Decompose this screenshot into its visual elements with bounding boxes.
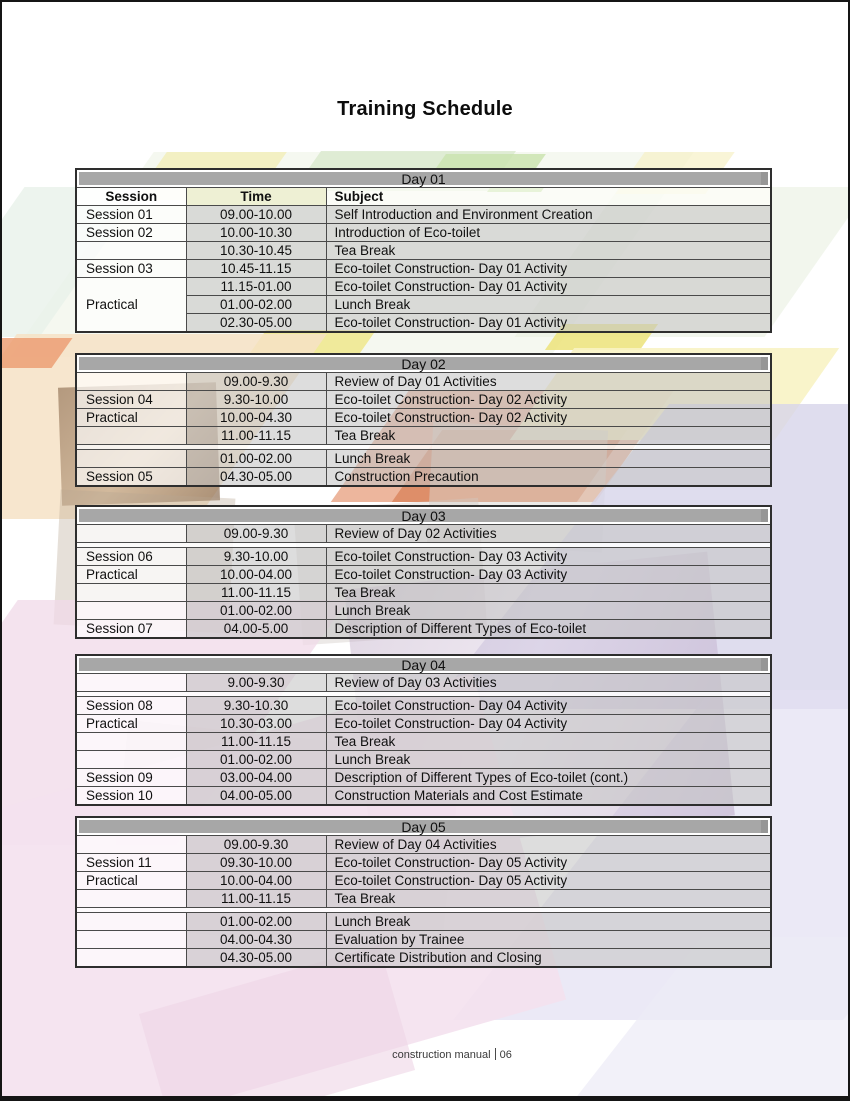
time-cell: 01.00-02.00: [186, 450, 326, 468]
day-title: Day 02: [76, 354, 771, 373]
session-cell: [76, 949, 186, 968]
table-row: [76, 278, 771, 296]
subject-cell: Eco-toilet Construction- Day 02 Activity: [326, 409, 771, 427]
session-cell: Session 03: [76, 260, 186, 278]
table-row: [76, 373, 771, 391]
time-cell: 09.00-10.00: [186, 206, 326, 224]
session-cell: Practical: [76, 278, 186, 333]
session-cell: Practical: [76, 566, 186, 584]
table-row: [76, 836, 771, 854]
session-cell: [76, 373, 186, 391]
time-cell: 10.30-03.00: [186, 715, 326, 733]
subject-cell: Lunch Break: [326, 602, 771, 620]
time-cell: 09.00-9.30: [186, 525, 326, 543]
subject-cell: Eco-toilet Construction- Day 05 Activity: [326, 872, 771, 890]
subject-cell: Lunch Break: [326, 450, 771, 468]
time-cell: 11.00-11.15: [186, 427, 326, 445]
subject-cell: Eco-toilet Construction- Day 02 Activity: [326, 391, 771, 409]
column-header-subject: Subject: [326, 188, 771, 206]
schedule-table-day-02: [75, 353, 772, 487]
subject-cell: Introduction of Eco-toilet: [326, 224, 771, 242]
subject-cell: Construction Materials and Cost Estimate: [326, 787, 771, 806]
subject-cell: Review of Day 04 Activities: [326, 836, 771, 854]
session-cell: Session 10: [76, 787, 186, 806]
session-cell: Session 07: [76, 620, 186, 639]
session-cell: [76, 525, 186, 543]
column-header-time: Time: [186, 188, 326, 206]
subject-cell: Lunch Break: [326, 751, 771, 769]
subject-cell: Description of Different Types of Eco-toilet: [326, 620, 771, 639]
table-row: [76, 242, 771, 260]
page-content: [2, 2, 848, 1096]
table-row: [76, 391, 771, 409]
table-row: [76, 206, 771, 224]
session-cell: [76, 836, 186, 854]
table-row: [76, 548, 771, 566]
time-cell: 01.00-02.00: [186, 913, 326, 931]
session-cell: [76, 674, 186, 692]
time-cell: 01.00-02.00: [186, 296, 326, 314]
footer-label: construction manual: [392, 1049, 491, 1061]
table-row: [76, 450, 771, 468]
table-row: [76, 260, 771, 278]
session-cell: [76, 931, 186, 949]
subject-cell: Review of Day 03 Activities: [326, 674, 771, 692]
table-row: [76, 751, 771, 769]
footer-divider-line: [495, 1048, 496, 1060]
subject-cell: Eco-toilet Construction- Day 03 Activity: [326, 548, 771, 566]
table-row: [76, 468, 771, 487]
session-cell: Session 04: [76, 391, 186, 409]
time-cell: 09.30-10.00: [186, 854, 326, 872]
table-row: [76, 566, 771, 584]
session-cell: Session 08: [76, 697, 186, 715]
table-row: [76, 913, 771, 931]
page-footer: [2, 1048, 848, 1061]
table-row: [76, 602, 771, 620]
time-cell: 10.30-10.45: [186, 242, 326, 260]
table-row: [76, 674, 771, 692]
subject-cell: Review of Day 02 Activities: [326, 525, 771, 543]
time-cell: 04.00-05.00: [186, 787, 326, 806]
time-cell: 09.00-9.30: [186, 373, 326, 391]
column-header-session: Session: [76, 188, 186, 206]
session-cell: [76, 450, 186, 468]
table-row: [76, 224, 771, 242]
session-cell: Practical: [76, 715, 186, 733]
schedule-table-day-04: [75, 654, 772, 806]
table-row: [76, 769, 771, 787]
time-cell: 9.30-10.30: [186, 697, 326, 715]
time-cell: 10.00-04.00: [186, 872, 326, 890]
table-row: [76, 715, 771, 733]
session-cell: Practical: [76, 872, 186, 890]
day-title: Day 04: [76, 655, 771, 674]
footer-page-number: 06: [499, 1049, 512, 1061]
time-cell: 04.30-05.00: [186, 468, 326, 487]
subject-cell: Evaluation by Trainee: [326, 931, 771, 949]
session-cell: Session 06: [76, 548, 186, 566]
table-row: [76, 949, 771, 968]
session-cell: [76, 890, 186, 908]
session-cell: Session 05: [76, 468, 186, 487]
table-row: [76, 872, 771, 890]
subject-cell: Lunch Break: [326, 913, 771, 931]
table-row: [76, 931, 771, 949]
subject-cell: Tea Break: [326, 427, 771, 445]
day-title: Day 01: [76, 169, 771, 188]
time-cell: 9.30-10.00: [186, 548, 326, 566]
session-cell: [76, 242, 186, 260]
subject-cell: Self Introduction and Environment Creation: [326, 206, 771, 224]
table-row: [76, 620, 771, 639]
session-cell: Session 01: [76, 206, 186, 224]
table-row: [76, 584, 771, 602]
session-cell: [76, 913, 186, 931]
table-row: [76, 525, 771, 543]
time-cell: 10.45-11.15: [186, 260, 326, 278]
subject-cell: Eco-toilet Construction- Day 04 Activity: [326, 697, 771, 715]
session-cell: [76, 733, 186, 751]
session-cell: [76, 751, 186, 769]
time-cell: 09.00-9.30: [186, 836, 326, 854]
page-title: Training Schedule: [337, 98, 513, 120]
session-cell: Practical: [76, 409, 186, 427]
time-cell: 11.15-01.00: [186, 278, 326, 296]
subject-cell: Eco-toilet Construction- Day 05 Activity: [326, 854, 771, 872]
table-row: [76, 427, 771, 445]
subject-cell: Certificate Distribution and Closing: [326, 949, 771, 968]
time-cell: 04.00-04.30: [186, 931, 326, 949]
time-cell: 11.00-11.15: [186, 890, 326, 908]
day-title: Day 03: [76, 506, 771, 525]
time-cell: 01.00-02.00: [186, 602, 326, 620]
time-cell: 9.30-10.00: [186, 391, 326, 409]
time-cell: 10.00-10.30: [186, 224, 326, 242]
schedule-table-day-03: [75, 505, 772, 639]
session-cell: Session 02: [76, 224, 186, 242]
subject-cell: Eco-toilet Construction- Day 01 Activity: [326, 314, 771, 333]
time-cell: 9.00-9.30: [186, 674, 326, 692]
time-cell: 11.00-11.15: [186, 584, 326, 602]
table-row: [76, 697, 771, 715]
table-row: [76, 409, 771, 427]
subject-cell: Description of Different Types of Eco-toilet (cont.): [326, 769, 771, 787]
day-title: Day 05: [76, 817, 771, 836]
subject-cell: Tea Break: [326, 242, 771, 260]
time-cell: 04.30-05.00: [186, 949, 326, 968]
table-row: [76, 890, 771, 908]
session-cell: Session 11: [76, 854, 186, 872]
schedule-table-day-05: [75, 816, 772, 968]
time-cell: 03.00-04.00: [186, 769, 326, 787]
session-cell: [76, 602, 186, 620]
time-cell: 02.30-05.00: [186, 314, 326, 333]
table-row: [76, 787, 771, 806]
time-cell: 10.00-04.00: [186, 566, 326, 584]
subject-cell: Tea Break: [326, 733, 771, 751]
subject-cell: Eco-toilet Construction- Day 01 Activity: [326, 278, 771, 296]
subject-cell: Review of Day 01 Activities: [326, 373, 771, 391]
subject-cell: Construction Precaution: [326, 468, 771, 487]
subject-cell: Tea Break: [326, 584, 771, 602]
table-row: [76, 854, 771, 872]
schedule-table-day-01: [75, 168, 772, 333]
subject-cell: Eco-toilet Construction- Day 03 Activity: [326, 566, 771, 584]
subject-cell: Eco-toilet Construction- Day 04 Activity: [326, 715, 771, 733]
time-cell: 11.00-11.15: [186, 733, 326, 751]
subject-cell: Lunch Break: [326, 296, 771, 314]
table-row: [76, 733, 771, 751]
time-cell: 04.00-5.00: [186, 620, 326, 639]
session-cell: [76, 584, 186, 602]
time-cell: 01.00-02.00: [186, 751, 326, 769]
subject-cell: Eco-toilet Construction- Day 01 Activity: [326, 260, 771, 278]
session-cell: [76, 427, 186, 445]
subject-cell: Tea Break: [326, 890, 771, 908]
time-cell: 10.00-04.30: [186, 409, 326, 427]
session-cell: Session 09: [76, 769, 186, 787]
